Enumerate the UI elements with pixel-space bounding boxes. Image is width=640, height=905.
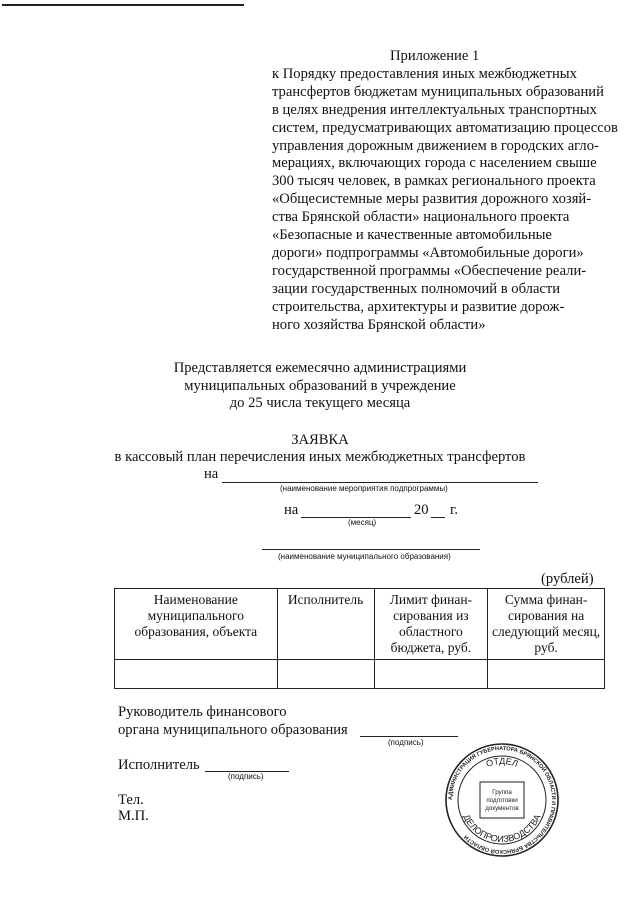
table-cell[interactable] [488,660,605,689]
appendix-line: дороги» подпрограммы «Автомобильные дороги» [272,244,584,261]
month-hint: (месяц) [348,518,377,527]
stamp-top-text: ОТДЕЛ [484,755,520,769]
header-amount: Сумма финан- сирования на следующий месяц, руб. [488,589,605,660]
month-field[interactable] [301,505,411,518]
table-cell[interactable] [115,660,278,689]
event-field[interactable] [222,470,538,483]
municipality-hint: (наименование муниципального образования) [278,552,451,561]
header-limit: Лимит финан- сирования из областного бюджета, руб. [374,589,488,660]
stamp-center-line: подготовки [486,797,518,804]
units-label: (рублей) [541,571,594,587]
table-cell[interactable] [277,660,374,689]
appendix-line: зации государственных полномочий в области [272,280,561,297]
appendix-block [272,48,622,335]
submission-note-line: Представляется ежемесячно администрациями [173,360,467,376]
form-subtitle: в кассовый план перечисления иных межбюджетных трансфертов [114,449,526,465]
head-label-line1: Руководитель финансового [118,704,287,720]
executor-signature-field[interactable] [205,759,289,772]
submission-note-line: муниципальных образований в учреждение [184,377,456,394]
phone-label: Тел. [118,792,144,808]
appendix-line: «Общесистемные меры развития дорожного хозяй- [272,191,592,208]
form-title: ЗАЯВКА [291,432,349,448]
table-row [115,660,605,689]
top-rule [2,4,244,6]
appendix-line: к Порядку предоставления иных межбюджетных [272,65,577,82]
event-prefix: на [204,466,219,482]
table-header-row [115,589,605,660]
appendix-line: мерациях, включающих города с населением свыше [272,155,597,172]
appendix-line: государственной программы «Обеспечение реали- [272,262,587,279]
stamp-bottom-text: ДЕЛОПРОИЗВОДСТВА [461,812,543,845]
submission-note [120,360,520,413]
year-field[interactable] [431,505,445,518]
appendix-line: ного хозяйства Брянской области» [272,316,486,333]
appendix-line: «Безопасные и качественные автомобильные [272,227,552,244]
year-suffix: г. [450,502,458,518]
appendix-line: трансфертов бюджетам муниципальных образований [272,83,604,100]
submission-note-line: до 25 числа текущего месяца [229,395,411,411]
appendix-line: строительства, архитектуры и развитие дорож- [272,298,565,315]
stamp-center-line: документов [485,805,519,812]
municipality-field[interactable] [262,537,480,550]
head-signature-field[interactable] [360,724,458,737]
department-stamp [444,742,560,858]
appendix-line: систем, предусматривающих автоматизацию процессов [272,119,618,136]
appendix-title: Приложение 1 [390,48,480,64]
head-label-line2: органа муниципального образования [118,722,348,738]
header-municipality: Наименование муниципального образования, объекта [115,589,278,660]
appendix-line: 300 тысяч человек, в рамках регионального проекта [272,173,596,190]
event-hint: (наименование мероприятия подпрограммы) [280,484,448,493]
executor-signature-hint: (подпись) [228,772,264,781]
head-signature-hint: (подпись) [388,738,424,747]
year-prefix: 20 [414,502,429,518]
month-prefix: на [284,502,299,518]
table-cell[interactable] [374,660,488,689]
stamp-ring-text: АДМИНИСТРАЦИЯ ГУБЕРНАТОРА БРЯНСКОЙ ОБЛАСТИ И ПРАВИТЕЛЬСТВА БРЯНСКОЙ ОБЛАСТИ [447,745,557,855]
appendix-line: управления дорожным движением в городских агло- [272,137,599,154]
executor-label: Исполнитель [118,757,200,773]
header-executor: Исполнитель [277,589,374,660]
stamp-center-line: Группа [492,789,512,796]
appendix-line: в целях внедрения интеллектуальных транспортных [272,101,597,118]
transfer-table [114,588,605,689]
appendix-line: ства Брянской области» национального проекта [272,209,570,226]
seal-label: М.П. [118,808,149,824]
